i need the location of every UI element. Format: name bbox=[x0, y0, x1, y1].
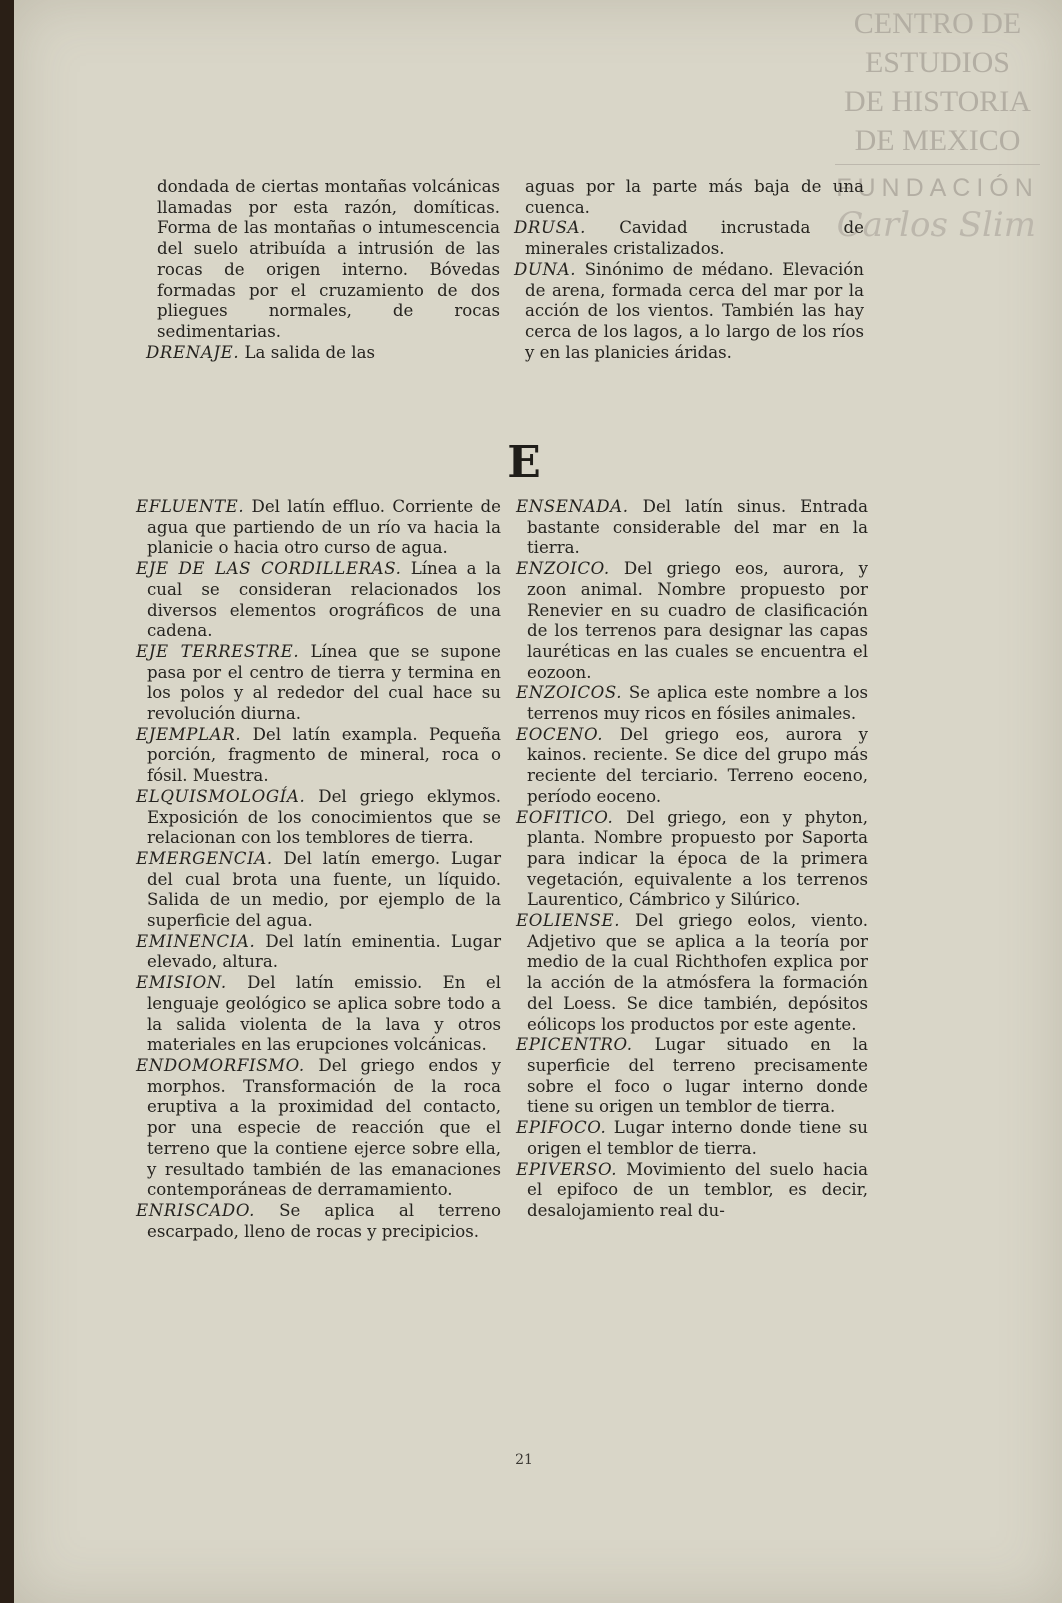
entry-term: EJE DE LAS CORDILLERAS. bbox=[136, 559, 402, 579]
entry-term: ENRISCADO. bbox=[136, 1200, 255, 1220]
entry-definition: Cavidad incrustada de minerales cristalizados. bbox=[525, 218, 864, 259]
dictionary-entry bbox=[516, 1160, 868, 1222]
entry-definition: Línea a la cual se consideran relacionados los diversos elementos orográficos de una cadena. bbox=[147, 559, 501, 641]
dictionary-entry bbox=[136, 1056, 501, 1201]
entry-definition: Del latín emissio. En el lenguaje geológico se aplica sobre todo a la salida violenta de la lava y otros materiales en las erupciones volcánicas. bbox=[147, 973, 501, 1055]
entry-definition: Se aplica este nombre a los terrenos muy ricos en fósiles animales. bbox=[527, 683, 868, 724]
dictionary-entry bbox=[136, 787, 501, 849]
entry-term: ENZOICO. bbox=[516, 559, 610, 579]
dictionary-entry bbox=[136, 559, 501, 642]
watermark-line: DE MEXICO bbox=[854, 124, 1021, 157]
entry-term: ENDOMORFISMO. bbox=[136, 1055, 305, 1075]
entry-term: EFLUENTE. bbox=[136, 497, 245, 516]
entry-definition: Sinónimo de médano. Elevación de arena, formada cerca del mar por la acción de los vientos. También las hay cerca de los lagos, a lo largo de los ríos y en las planicies áridas. bbox=[525, 259, 864, 362]
dictionary-entry bbox=[516, 559, 868, 683]
entry-term: DUNA. bbox=[514, 259, 577, 279]
continued-entry-text: dondada de ciertas montañas volcánicas llamadas por esta razón, domíticas. Forma de las montañas o intumescencia del suelo atribuída a intrusión de las rocas de origen interno. Bóvedas formadas por el cruzamiento de dos pliegues normales, de rocas sedimentarias. bbox=[157, 177, 500, 341]
top-right-column bbox=[514, 177, 864, 363]
entry-definition: Del griego eos, aurora, y zoon animal. Nombre propuesto por Renevier en su cuadro de clasificación de los terrenos para designar las capas lauréticas en las cuales se encuentra el eozoon. bbox=[527, 559, 868, 682]
entry-definition: Del griego, eon y phyton, planta. Nombre propuesto por Saporta para indicar la época de la primera vegetación, equivalente a los terrenos Laurentico, Cámbrico y Silúrico. bbox=[527, 807, 868, 910]
dictionary-entry bbox=[516, 1118, 868, 1159]
dictionary-entry bbox=[516, 683, 868, 724]
entry-definition: Del latín exampla. Pequeña porción, fragmento de mineral, roca o fósil. Muestra. bbox=[147, 724, 501, 786]
watermark-signature: Carlos Slim bbox=[836, 205, 1036, 245]
section-letter-heading: E bbox=[507, 437, 541, 488]
entry-term: EOLIENSE. bbox=[516, 911, 621, 931]
continued-entry-text: aguas por la parte más baja de una cuenca. bbox=[525, 177, 864, 217]
entry-definition: Del griego eolos, viento. Adjetivo que se aplica a la teoría por medio de la cual Richthofen explica por la acción de la atmósfera la formación del Loess. Se dice también, depósitos eólicops los productos por este agente. bbox=[527, 911, 868, 1034]
entry-term: EMINENCIA. bbox=[136, 931, 256, 951]
entry-term: ENSENADA. bbox=[516, 497, 629, 516]
dictionary-entry bbox=[516, 497, 868, 559]
entry-definition: Del latín eminentia. Lugar elevado, altura. bbox=[147, 931, 501, 972]
dictionary-entry bbox=[136, 973, 501, 1056]
entry-definition: Del griego endos y morphos. Transformación de la roca eruptiva a la proximidad del contacto, por una especie de reacción que el terreno que la contiene ejerce sobre ella, y resultado también de las emanaciones contemporáneas de derramamiento. bbox=[147, 1055, 501, 1200]
entry-term: ENZOICOS. bbox=[516, 683, 623, 703]
entry-definition: Del griego eklymos. Exposición de los conocimientos que se relacionan con los temblores de tierra. bbox=[147, 786, 501, 848]
entry-term: DRENAJE. bbox=[146, 342, 240, 362]
entry-term: EJE TERRESTRE. bbox=[136, 641, 300, 661]
entry-definition: Del latín effluo. Corriente de agua que partiendo de un río va hacia la planicie o hacia otro curso de agua. bbox=[147, 497, 501, 558]
watermark-line: ESTUDIOS bbox=[864, 46, 1010, 79]
entry-definition: Se aplica al terreno escarpado, lleno de rocas y precipicios. bbox=[147, 1200, 501, 1241]
document-page bbox=[14, 0, 1062, 1603]
dictionary-entry bbox=[514, 260, 864, 364]
entry-definition: Lugar situado en la superficie del terreno precisamente sobre el foco o lugar interno donde tiene su origen un temblor de tierra. bbox=[527, 1035, 868, 1117]
entry-definition: Línea que se supone pasa por el centro de tierra y termina en los polos y al rededor del cual hace su revolución diurna. bbox=[147, 641, 501, 724]
dictionary-entry bbox=[136, 725, 501, 787]
dictionary-entry bbox=[136, 642, 501, 725]
bottom-right-column bbox=[516, 497, 868, 1222]
dictionary-entry bbox=[146, 343, 500, 364]
dictionary-entry bbox=[514, 218, 864, 259]
dictionary-entry bbox=[136, 849, 501, 932]
entry-definition: Del latín emergo. Lugar del cual brota una fuente, un líquido. Salida de un medio, por ejemplo de la superficie del agua. bbox=[147, 848, 501, 931]
entry-term: EOCENO. bbox=[516, 724, 604, 744]
entry-term: DRUSA. bbox=[514, 218, 587, 238]
entry-term: EPIFOCO. bbox=[516, 1118, 607, 1138]
entry-term: EMISION. bbox=[136, 973, 227, 993]
dictionary-entry bbox=[136, 932, 501, 973]
entry-definition: Movimiento del suelo hacia el epifoco de un temblor, es decir, desalojamiento real du- bbox=[527, 1159, 868, 1220]
dictionary-entry bbox=[516, 911, 868, 1035]
dictionary-entry bbox=[136, 1201, 501, 1242]
entry-term: EPIVERSO. bbox=[516, 1159, 618, 1179]
entry-definition: La salida de las bbox=[239, 342, 375, 362]
dictionary-entry bbox=[516, 725, 868, 808]
archive-watermark bbox=[835, 4, 1040, 245]
watermark-divider bbox=[835, 164, 1040, 165]
entry-term: EJEMPLAR. bbox=[136, 724, 242, 744]
entry-term: EMERGENCIA. bbox=[136, 848, 273, 868]
entry-definition: Del griego eos, aurora y kainos. reciente. Se dice del grupo más reciente del terciario. Terreno eoceno, período eoceno. bbox=[527, 724, 868, 806]
dictionary-entry bbox=[136, 497, 501, 559]
watermark-line: CENTRO DE bbox=[853, 7, 1022, 40]
entry-definition: Del latín sinus. Entrada bastante considerable del mar en la tierra. bbox=[527, 497, 868, 558]
entry-definition: Lugar interno donde tiene su origen el temblor de tierra. bbox=[527, 1118, 868, 1158]
entry-term: ELQUISMOLOGÍA. bbox=[136, 786, 306, 806]
watermark-fundacion: FUNDACIÓN bbox=[836, 174, 1039, 202]
watermark-line: DE HISTORIA bbox=[844, 85, 1031, 118]
dictionary-entry bbox=[516, 808, 868, 912]
bottom-left-column bbox=[136, 497, 501, 1242]
dictionary-entry bbox=[516, 1035, 868, 1118]
entry-term: EPICENTRO. bbox=[516, 1035, 633, 1055]
page-number: 21 bbox=[515, 1452, 533, 1468]
entry-term: EOFITICO. bbox=[516, 807, 614, 827]
top-left-column bbox=[146, 177, 500, 363]
